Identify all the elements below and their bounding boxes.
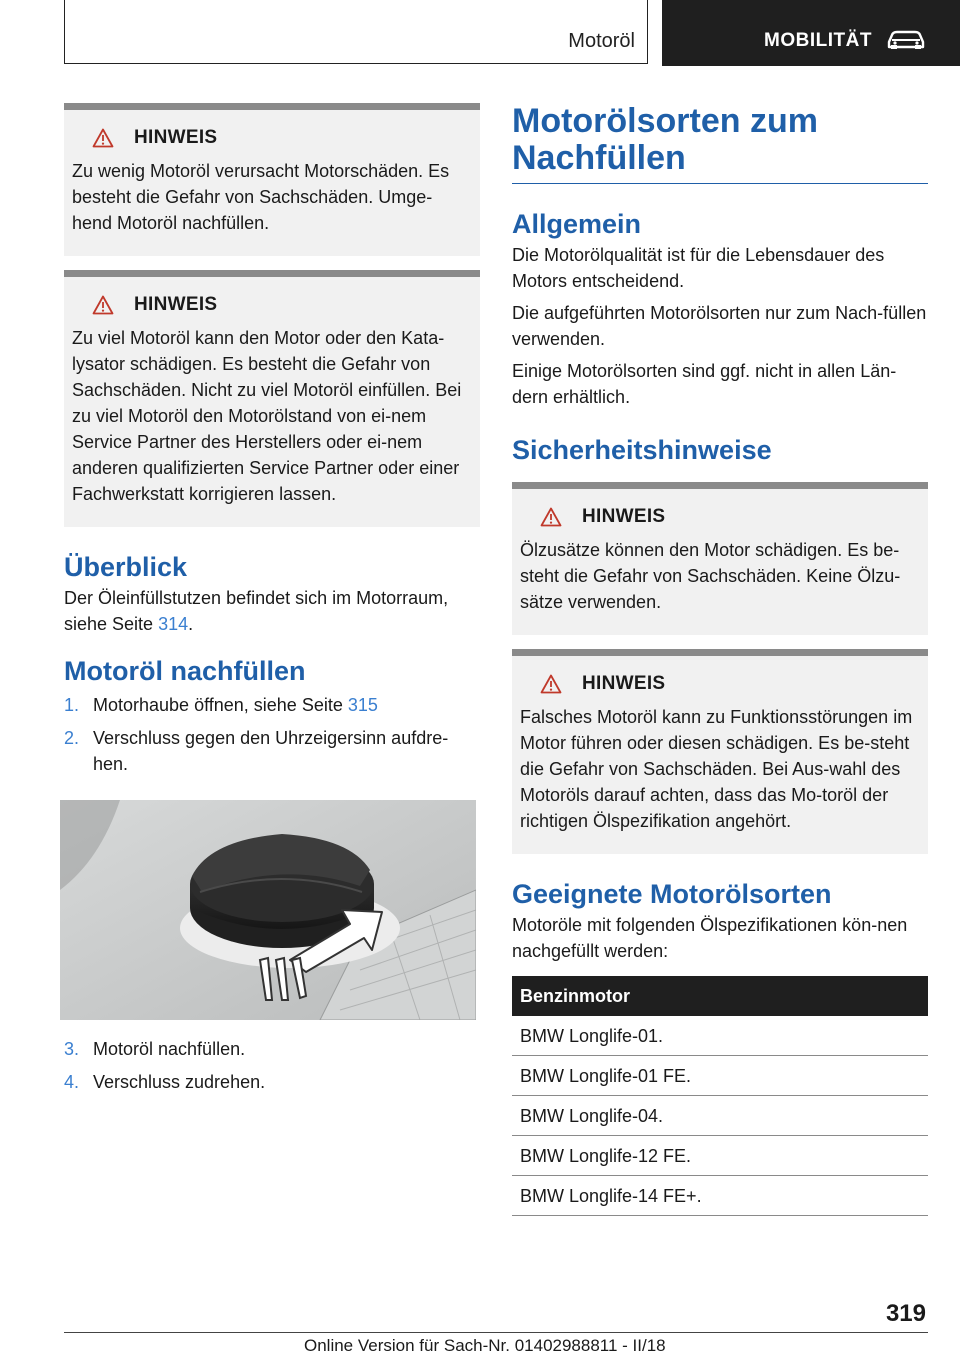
footer-divider	[64, 1332, 928, 1333]
step-number: 2.	[64, 728, 80, 748]
notice-text: Zu viel Motoröl kann den Motor oder den Kata-lysator schädigen. Es besteht die Gefahr von Sachschäden. Nicht zu viel Motoröl einfüllen. Bei zu viel Motoröl den Motorölstand von ei-nem Service Partner des Herstellers oder ei-nem anderen qualifizierten Service Partner oder einer Fachwerkstatt korrigieren lassen.	[72, 328, 462, 504]
notice-header	[72, 124, 472, 152]
step-text: Verschluss zudrehen.	[93, 1072, 266, 1092]
table-row: BMW Longlife-01 FE.	[512, 1056, 928, 1096]
step-number: 1.	[64, 695, 80, 715]
oil-cap-photo	[60, 800, 476, 1020]
page-number: 319	[885, 1300, 926, 1327]
page-link-315[interactable]: 315	[347, 695, 378, 715]
page-header	[0, 0, 960, 66]
general-paragraph: Die aufgeführten Motorölsorten nur zum Nach-füllen verwenden.	[512, 303, 927, 349]
table-row: BMW Longlife-12 FE.	[512, 1136, 928, 1176]
notice-text: Falsches Motoröl kann zu Funktionsstörungen im Motor führen oder diesen schädigen. Es be-steht die Gefahr von Sachschäden. Bei Aus-wahl des Motoröls darauf achten, dass das Mo-toröl der richtigen Ölspezifikation angehört.	[520, 707, 913, 831]
step-text: Motoröl nachfüllen.	[93, 1039, 246, 1059]
warning-icon	[540, 674, 562, 694]
page-link-314[interactable]: 314	[158, 614, 189, 634]
left-column	[64, 103, 480, 1102]
list-item	[64, 725, 480, 777]
overview-text-body: Der Öleinfüllstutzen befindet sich im Motorraum, siehe Seite	[64, 588, 449, 634]
notice-box	[64, 270, 480, 527]
step-text-body: Motorhaube öffnen, siehe Seite	[93, 695, 343, 715]
main-heading-block	[512, 103, 928, 184]
notice-header	[520, 503, 920, 531]
table-row: BMW Longlife-04.	[512, 1096, 928, 1136]
section-heading-overview: Überblick	[64, 552, 188, 582]
section-heading-general: Allgemein	[512, 209, 642, 239]
section-title-box	[64, 0, 648, 64]
overview-text-suffix: .	[188, 614, 194, 634]
general-paragraph: Einige Motorölsorten sind ggf. nicht in allen Län-dern erhältlich.	[512, 361, 897, 407]
warning-icon	[540, 507, 562, 527]
list-item	[64, 1069, 480, 1095]
table-row: BMW Longlife-14 FE+.	[512, 1176, 928, 1216]
notice-title: HINWEIS	[134, 294, 218, 315]
steps-list	[64, 692, 480, 777]
footer-version-text: Online Version für Sach-Nr. 01402988811 - II/18	[304, 1336, 666, 1355]
notice-text: Zu wenig Motoröl verursacht Motorschäden. Es besteht die Gefahr von Sachschäden. Umge-hend Motoröl nachfüllen.	[72, 161, 450, 233]
notice-text: Ölzusätze können den Motor schädigen. Es be-steht die Gefahr von Sachschäden. Keine Ölzu-sätze verwenden.	[520, 540, 901, 612]
notice-box	[64, 103, 480, 256]
step-text	[93, 692, 378, 718]
notice-box	[512, 649, 928, 854]
notice-title: HINWEIS	[582, 673, 666, 694]
section-heading-refill: Motoröl nachfüllen	[64, 656, 306, 686]
warning-icon	[92, 128, 114, 148]
general-paragraph: Die Motorölqualität ist für die Lebensdauer des Motors entscheidend.	[512, 245, 885, 291]
table-header: Benzinmotor	[512, 976, 928, 1016]
table-row: BMW Longlife-01.	[512, 1016, 928, 1056]
list-item	[64, 1036, 480, 1062]
notice-header	[520, 670, 920, 698]
section-heading-suitable: Geeignete Motorölsorten	[512, 879, 832, 909]
notice-box	[512, 482, 928, 635]
notice-header	[72, 291, 472, 319]
step-number: 4.	[64, 1072, 80, 1092]
warning-icon	[92, 295, 114, 315]
step-number: 3.	[64, 1039, 80, 1059]
oil-spec-table	[512, 976, 928, 1216]
step-text: Verschluss gegen den Uhrzeigersinn aufdre-hen.	[93, 728, 449, 774]
overview-text	[64, 585, 480, 637]
oil-cap-illustration	[60, 800, 476, 1020]
suitable-text: Motoröle mit folgenden Ölspezifikationen kön-nen nachgefüllt werden:	[512, 915, 908, 961]
car-icon	[886, 28, 926, 50]
main-heading-line1: Motorölsorten zum	[512, 102, 818, 140]
main-heading-line2: Nachfüllen	[512, 139, 686, 177]
category-tab	[662, 0, 960, 66]
list-item	[64, 692, 480, 718]
section-title: Motoröl	[568, 30, 635, 52]
notice-title: HINWEIS	[582, 506, 666, 527]
steps-list	[64, 1036, 480, 1095]
section-heading-safety: Sicherheitshinweise	[512, 435, 772, 465]
right-column	[512, 103, 928, 1216]
notice-title: HINWEIS	[134, 127, 218, 148]
category-label: MOBILITÄT	[764, 30, 872, 51]
